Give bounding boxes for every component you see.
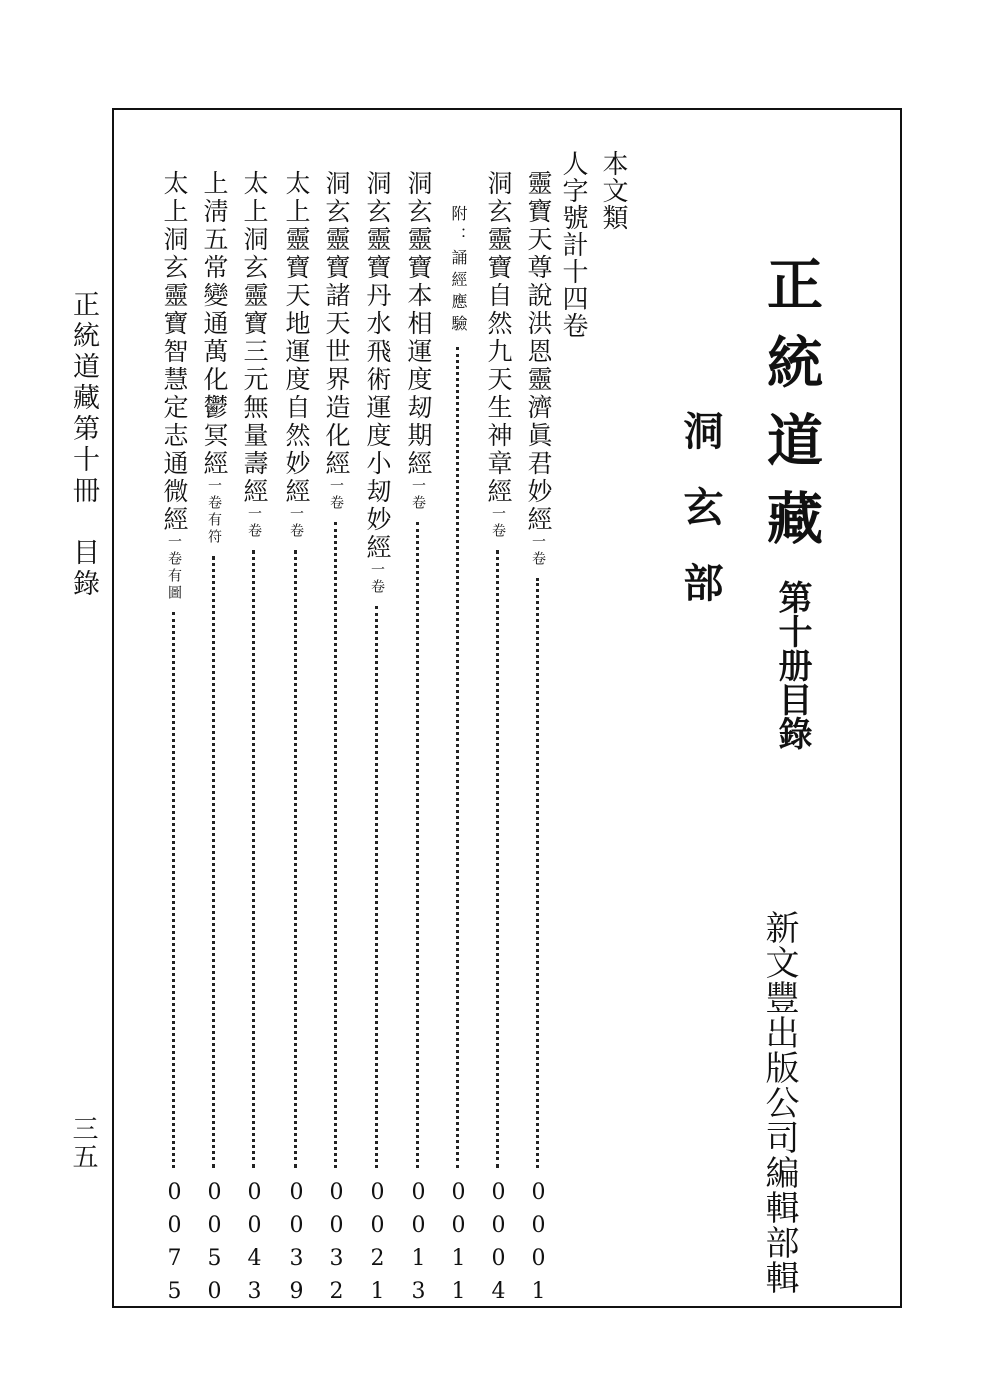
toc-entry-title (516, 170, 560, 568)
toc-title-text: 洞玄靈寶本相運度刼期經 (404, 170, 433, 478)
toc-leader-dots (212, 556, 215, 1168)
toc-entry-title (232, 170, 276, 540)
toc-leader-dots (252, 550, 255, 1168)
toc-volume-count: 一卷 (328, 478, 344, 512)
toc-volume-count: 一卷 (369, 562, 385, 596)
toc-title-text: 靈寶天尊說洪恩靈濟眞君妙經 (524, 170, 553, 534)
toc-entry-title (314, 170, 358, 512)
editor-credit: 新文豐出版公司編輯部輯 (759, 910, 799, 1295)
character-series-count: 人字號計十四卷 (558, 150, 588, 339)
toc-leader-dots (294, 550, 297, 1168)
toc-leader-dots (496, 550, 499, 1168)
toc-page-number: 0075 (162, 1180, 187, 1312)
toc-page-number: 0050 (202, 1180, 227, 1312)
toc-volume-count: 一卷 (410, 478, 426, 512)
toc-leader-dots (172, 612, 175, 1168)
toc-page-number: 0001 (526, 1180, 551, 1312)
toc-volume-count: 一卷 (288, 506, 304, 540)
toc-entry (355, 170, 399, 1312)
toc-title-text: 附：誦經應驗 (449, 205, 468, 337)
toc-page-number: 0011 (446, 1180, 471, 1312)
toc-entry-title (476, 170, 520, 540)
toc-entry (232, 170, 276, 1312)
toc-leader-dots (456, 347, 459, 1168)
toc-entry-title (396, 170, 440, 512)
toc-page-number: 0043 (242, 1180, 267, 1312)
toc-entry (396, 170, 440, 1312)
toc-title-text: 洞玄靈寶諸天世界造化經 (322, 170, 351, 478)
toc-entry (314, 170, 358, 1312)
toc-volume-count: 一卷 (490, 506, 506, 540)
toc-entry-title (192, 170, 236, 546)
toc-leader-dots (416, 522, 419, 1168)
toc-title-text: 太上洞玄靈寶智慧定志通微經 (160, 170, 189, 534)
toc-volume-count: 一卷 (530, 534, 546, 568)
toc-entry-title (274, 170, 318, 540)
toc-entry (516, 170, 560, 1312)
toc-entry (274, 170, 318, 1312)
toc-title-text: 太上洞玄靈寶三元無量壽經 (240, 170, 269, 506)
toc-volume-count: 一卷 (246, 506, 262, 540)
running-head: 正統道藏第十冊 目錄 (68, 290, 99, 600)
toc-title-text: 上淸五常變通萬化鬱冥經 (200, 170, 229, 478)
toc-volume-count: 一卷有符 (206, 478, 222, 546)
toc-volume-count: 一卷有圖 (166, 534, 182, 602)
toc-entry (436, 170, 480, 1312)
toc-title-text: 洞玄靈寶丹水飛術運度小刼妙經 (363, 170, 392, 562)
volume-toc-title: 第十册目錄 (772, 580, 812, 750)
toc-title-text: 洞玄靈寶自然九天生神章經 (484, 170, 513, 506)
toc-entry (476, 170, 520, 1312)
toc-page-number: 0032 (324, 1180, 349, 1312)
toc-leader-dots (375, 606, 378, 1168)
toc-page-number: 0004 (486, 1180, 511, 1312)
page-number: 三五 (68, 1115, 98, 1171)
main-title: 正統道藏 (758, 255, 823, 567)
toc-leader-dots (334, 522, 337, 1168)
toc-entry-title (152, 170, 196, 602)
toc-title-text: 太上靈寶天地運度自然妙經 (282, 170, 311, 506)
division-heading: 洞玄部 (677, 410, 723, 638)
toc-page-number: 0039 (284, 1180, 309, 1312)
toc-page-number: 0021 (365, 1180, 390, 1312)
toc-page-number: 0013 (406, 1180, 431, 1312)
toc-entry-title (355, 170, 399, 596)
toc-entry-title (436, 205, 480, 337)
toc-entry (152, 170, 196, 1312)
toc-leader-dots (536, 578, 539, 1168)
section-heading: 本文類 (598, 150, 628, 231)
toc-entry (192, 170, 236, 1312)
